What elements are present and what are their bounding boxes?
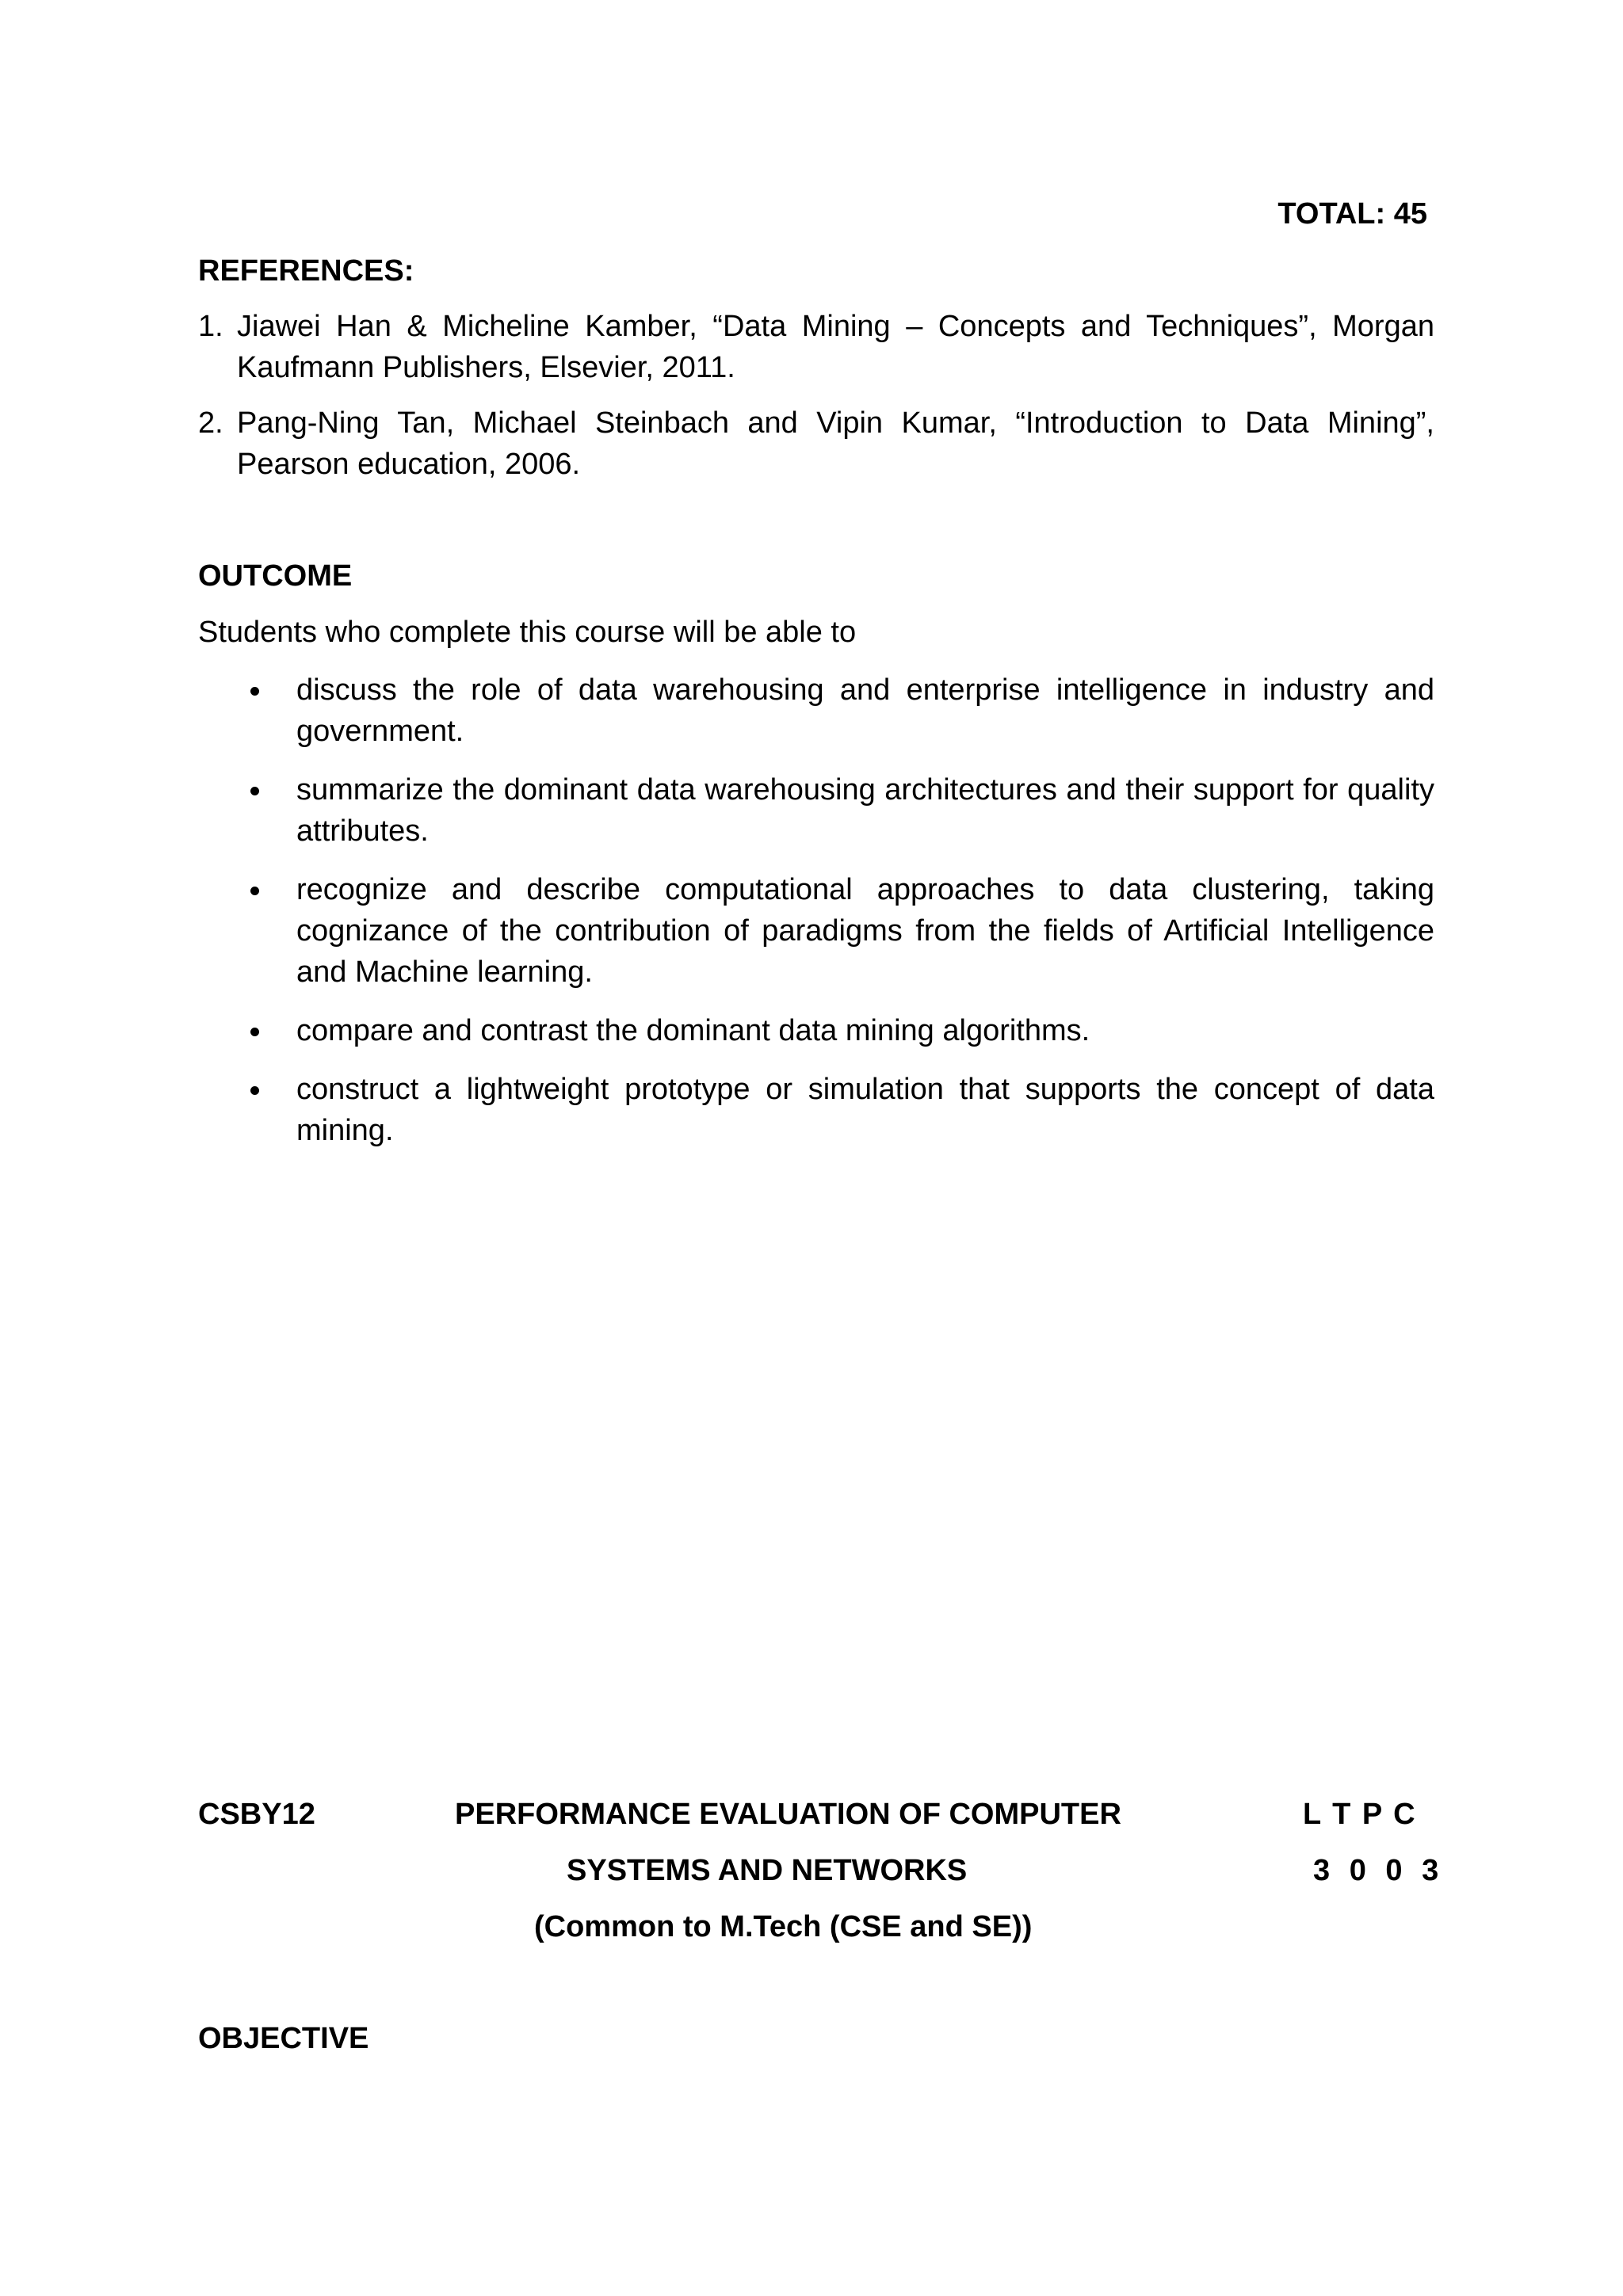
course-title-line-1: PERFORMANCE EVALUATION OF COMPUTER [455, 1798, 1121, 1831]
bullet-icon [198, 669, 296, 752]
outcome-text: summarize the dominant data warehousing architectures and their support for quality attributes. [296, 773, 1434, 848]
reference-text: Jiawei Han & Micheline Kamber, “Data Mining – Concepts and Techniques”, Morgan Kaufmann Publishers, Elsevier, 2011. [237, 310, 1434, 384]
bullet-icon [198, 1069, 296, 1151]
outcome-intro: Students who complete this course will be able to [198, 616, 857, 649]
outcome-item [198, 769, 1434, 852]
reference-text: Pang-Ning Tan, Michael Steinbach and Vipin Kumar, “Introduction to Data Mining”, Pearson education, 2006. [237, 406, 1434, 481]
ltpc-labels: L T P C [1303, 1798, 1415, 1831]
course-common-note: (Common to M.Tech (CSE and SE)) [534, 1910, 1033, 1943]
reference-number: 2. [198, 406, 223, 440]
ltpc-values: 3 0 0 3 [1313, 1854, 1439, 1887]
references-heading: REFERENCES: [198, 254, 414, 288]
outcome-heading: OUTCOME [198, 559, 353, 593]
reference-number: 1. [198, 310, 223, 343]
total-hours: TOTAL: 45 [1277, 197, 1427, 231]
outcome-item [198, 1069, 1434, 1151]
outcome-item [198, 869, 1434, 993]
outcome-text: recognize and describe computational approaches to data clustering, taking cognizance of the contribution of paradigms from the fields of Artificial Intelligence and Machine learning. [296, 873, 1434, 989]
course-title-line-2: SYSTEMS AND NETWORKS [567, 1854, 968, 1887]
reference-item [198, 402, 1434, 485]
references-list [198, 306, 1434, 499]
reference-item [198, 306, 1434, 388]
course-code: CSBY12 [198, 1798, 315, 1831]
outcome-item [198, 669, 1434, 752]
objective-heading: OBJECTIVE [198, 2022, 369, 2055]
outcome-text: construct a lightweight prototype or simulation that supports the concept of data mining. [296, 1073, 1434, 1147]
outcome-item [198, 1010, 1434, 1051]
bullet-icon [198, 869, 296, 993]
outcome-text: compare and contrast the dominant data mining algorithms. [296, 1014, 1090, 1047]
outcome-text: discuss the role of data warehousing and enterprise intelligence in industry and government. [296, 673, 1434, 748]
bullet-icon [198, 1010, 296, 1051]
bullet-icon [198, 769, 296, 852]
outcome-list [198, 669, 1434, 1169]
